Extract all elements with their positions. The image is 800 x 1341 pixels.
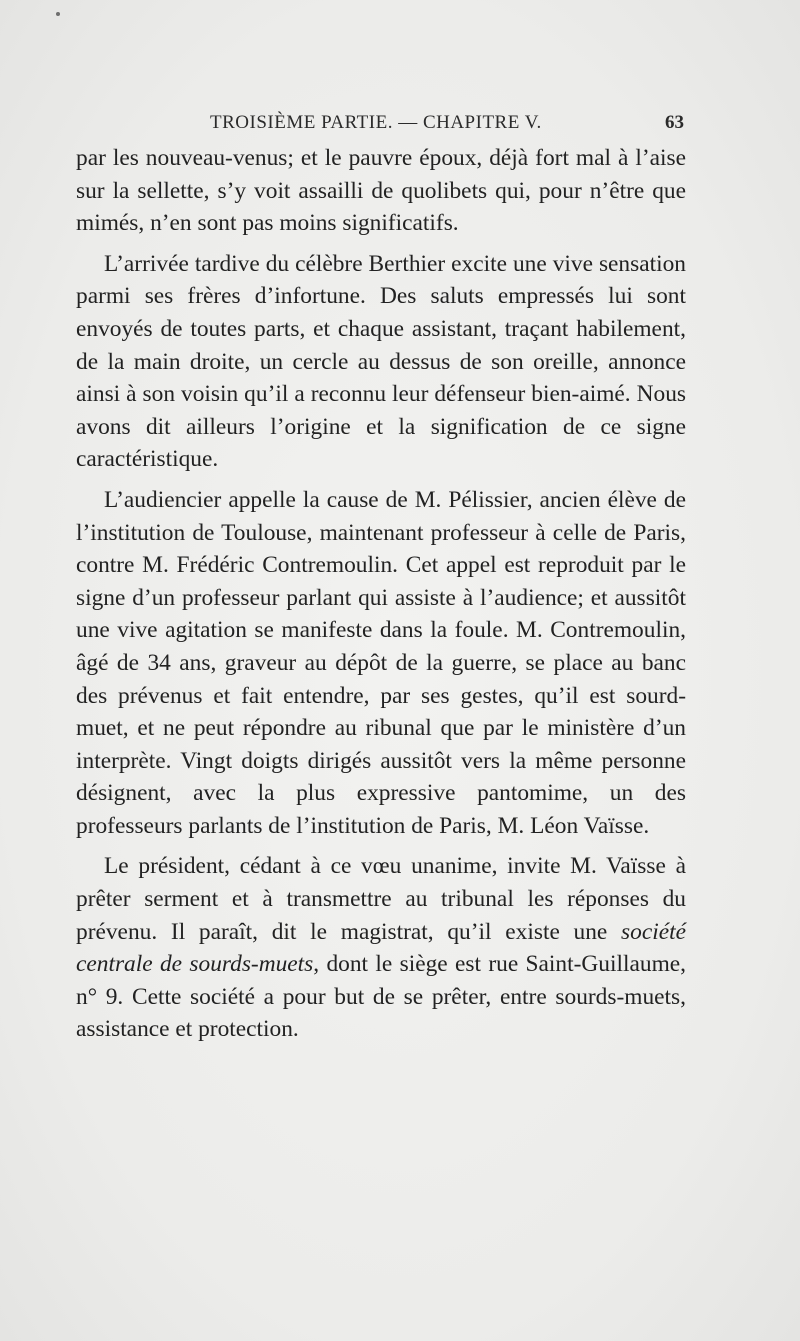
ink-speck — [56, 12, 60, 16]
running-head-title: TROISIÈME PARTIE. — CHAPITRE V. — [210, 112, 542, 133]
paragraph-1: par les nouveau-venus; et le pauvre époux, déjà fort mal à l’aise sur la sellette, s’y voit assailli de quolibets qui, pour n’être que mimés, n’en sont pas moins significatifs. — [76, 145, 686, 237]
body-text — [76, 142, 686, 1046]
paragraph-4-italic: société centrale de sourds-muets — [76, 918, 686, 978]
paragraph-4-lead: Le président, cédant à ce vœu unanime, invite M. Vaïsse à prêter serment et à transmettre au tribunal les réponses du prévenu. Il paraît, dit le magistrat, qu’il existe une — [76, 853, 686, 945]
paragraph-3: L’audiencier appelle la cause de M. Pélissier, ancien élève de l’institution de Toulouse, maintenant professeur à celle de Paris, contre M. Frédéric Contremoulin. Cet appel est reproduit par le signe d’un professeur parlant qui assiste à l’audience; et aussitôt une vive agitation se manifeste dans la foule. M. Contremoulin, âgé de 34 ans, graveur au dépôt de la guerre, se place au banc des prévenus et fait entendre, par ses gestes, qu’il est sourd-muet, et ne peut répondre au ribunal que par le ministère d’un interprète. Vingt doigts dirigés aussitôt vers la même personne désignent, avec la plus expressive pantomime, un des professeurs parlants de l’institution de Paris, M. Léon Vaïsse. — [76, 486, 686, 839]
page-number: 63 — [665, 112, 684, 133]
paragraph-4-tail: , dont le siège est rue Saint-Guillaume, n° 9. Cette société a pour but de se prêter, entre sourds-muets, assistance et protection. — [76, 951, 686, 1043]
running-head — [76, 112, 684, 138]
paragraph-4 — [76, 850, 686, 1046]
paragraph-2: L’arrivée tardive du célèbre Berthier excite une vive sensation parmi ses frères d’infortune. Des saluts empressés lui sont envoyés de toutes parts, et chaque assistant, traçant habilement, de la main droite, un cercle au dessus de son oreille, annonce ainsi à son voisin qu’il a reconnu leur défenseur bien-aimé. Nous avons dit ailleurs l’origine et la signification de ce signe caractéristique. — [76, 250, 686, 473]
